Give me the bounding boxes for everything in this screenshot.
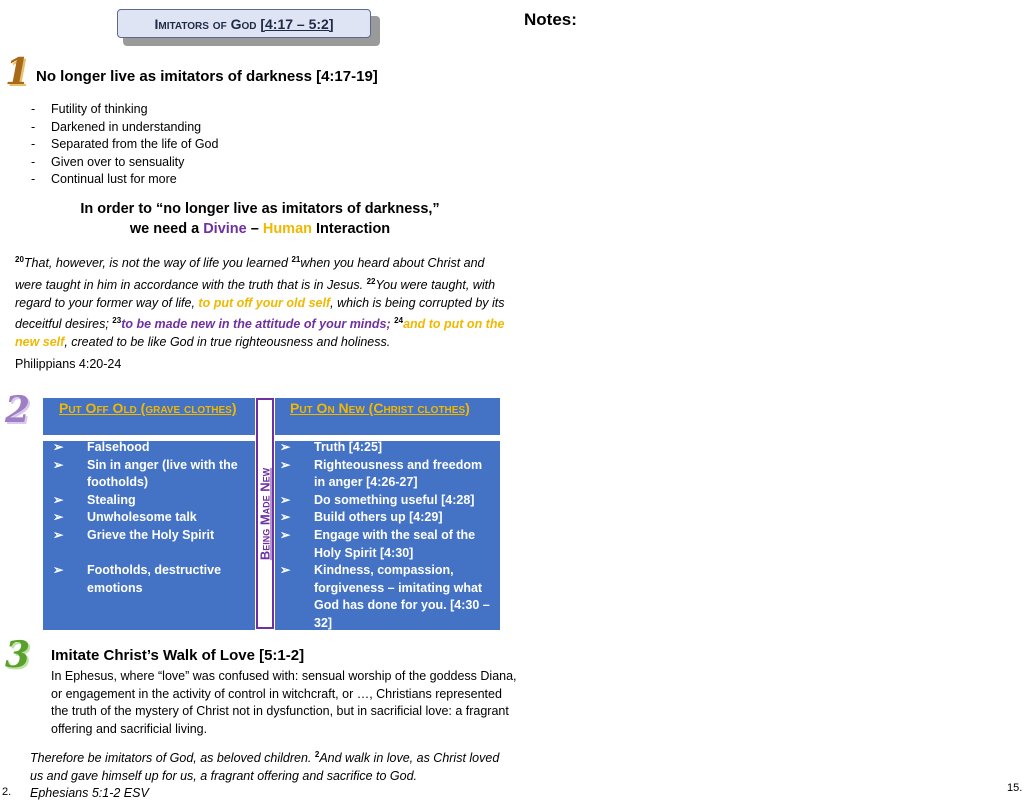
list-item: ➢ Unwholesome talk <box>53 510 197 525</box>
put-off-highlight: to put off your old self <box>198 295 331 310</box>
list-item: ➢ Truth [4:25] <box>280 440 383 454</box>
list-item: - Separated from the life of God <box>31 137 219 151</box>
list-item: ➢ Do something useful [4:28] <box>280 492 475 507</box>
made-new-highlight: to be made new in the attitude of your minds; <box>121 317 391 332</box>
being-made-new-box <box>256 398 274 629</box>
list-item: - Darkened in understanding <box>31 119 202 134</box>
page-number-right: 15. <box>1007 782 1023 794</box>
put-on-list <box>270 439 495 633</box>
number-two-icon: 2 <box>5 389 31 431</box>
ephesians-reference: Ephesians 5:1-2 ESV <box>30 786 149 801</box>
section1-heading: No longer live as imitators of darkness [4:17-19] <box>36 68 378 85</box>
scripture-reference: Philippians 4:20-24 <box>15 357 122 371</box>
page-title <box>117 9 371 38</box>
list-item: ➢ Grieve the Holy Spirit <box>53 527 215 542</box>
number-one-icon: 1 <box>5 51 31 93</box>
list-item: ➢ Sin in anger (live with the footholds) <box>53 457 238 490</box>
interaction-line1: In order to “no longer live as imitators of darkness,” <box>80 201 440 217</box>
put-on-heading: Put On New (Christ clothes) <box>290 400 470 416</box>
put-off-list <box>43 439 255 597</box>
ephesus-paragraph: In Ephesus, where “love” was confused with: sensual worship of the goddess Diana, or engagement in the activity of control in witchcraft, or …, Christians represented the truth of the mystery of Christ not in dysfunction, but in sacrificial love: a fragrant offering and sacrificial living. <box>51 669 517 736</box>
title-ref: [4:17 – 5:2] <box>260 15 334 32</box>
ephesians-verse: Therefore be imitators of God, as beloved children. $^2$And walk in love, as Christ loved us and gave himself up for us, a fragrant offering and sacrifice to God. Ephesians 5:1-2 ESV <box>30 750 500 801</box>
list-item: ➢ Engage with the seal of the Holy Spirit [4:30] <box>280 527 476 560</box>
interaction-line2: we need a Divine – Human Interaction <box>129 221 391 237</box>
page-number-left: 2. <box>2 786 12 798</box>
list-item: ➢ Footholds, destructive emotions <box>53 563 222 595</box>
list-item: - Continual lust for more <box>31 172 177 186</box>
section3-heading: Imitate Christ’s Walk of Love [5:1-2] <box>51 647 305 664</box>
list-item: ➢ Kindness, compassion, forgiveness – imitating what God has done for you. [4:30 – 32] <box>280 563 490 630</box>
put-on-highlight: and to put on the new self <box>15 317 505 349</box>
being-made-new-label: Being Made New <box>257 467 273 560</box>
human-word: Human <box>262 221 312 237</box>
list-item: ➢ Build others up [4:29] <box>280 510 443 525</box>
list-item: ➢ Falsehood <box>53 440 150 454</box>
list-item: - Given over to sensuality <box>31 154 185 169</box>
number-three-icon: 3 <box>5 634 31 676</box>
list-item: ➢ Righteousness and freedom in anger [4:26-27] <box>280 457 483 490</box>
list-item: - Futility of thinking <box>31 102 148 116</box>
notes-label: Notes: <box>524 10 577 29</box>
title-main: Imitators of God <box>154 15 257 32</box>
list-item: ➢ Stealing <box>53 492 136 507</box>
put-off-heading: Put Off Old (grave clothes) <box>59 400 237 416</box>
divine-word: Divine <box>203 221 247 237</box>
scripture-passage: $^{20}$That, however, is not the way of life you learned $^{21}$when you heard about Christ and were taught in him in accordance with the truth that is in Jesus. $^{22}$You were taught, with regard to your former way of life, to put off your old self, which is being corrupted by its deceitful desires; $^{23}$to be made new in the attitude of your minds; $^{24}$and to put on the new self, created to be like God in true righteousness and holiness. <box>15 255 505 349</box>
darkness-list <box>31 101 218 189</box>
